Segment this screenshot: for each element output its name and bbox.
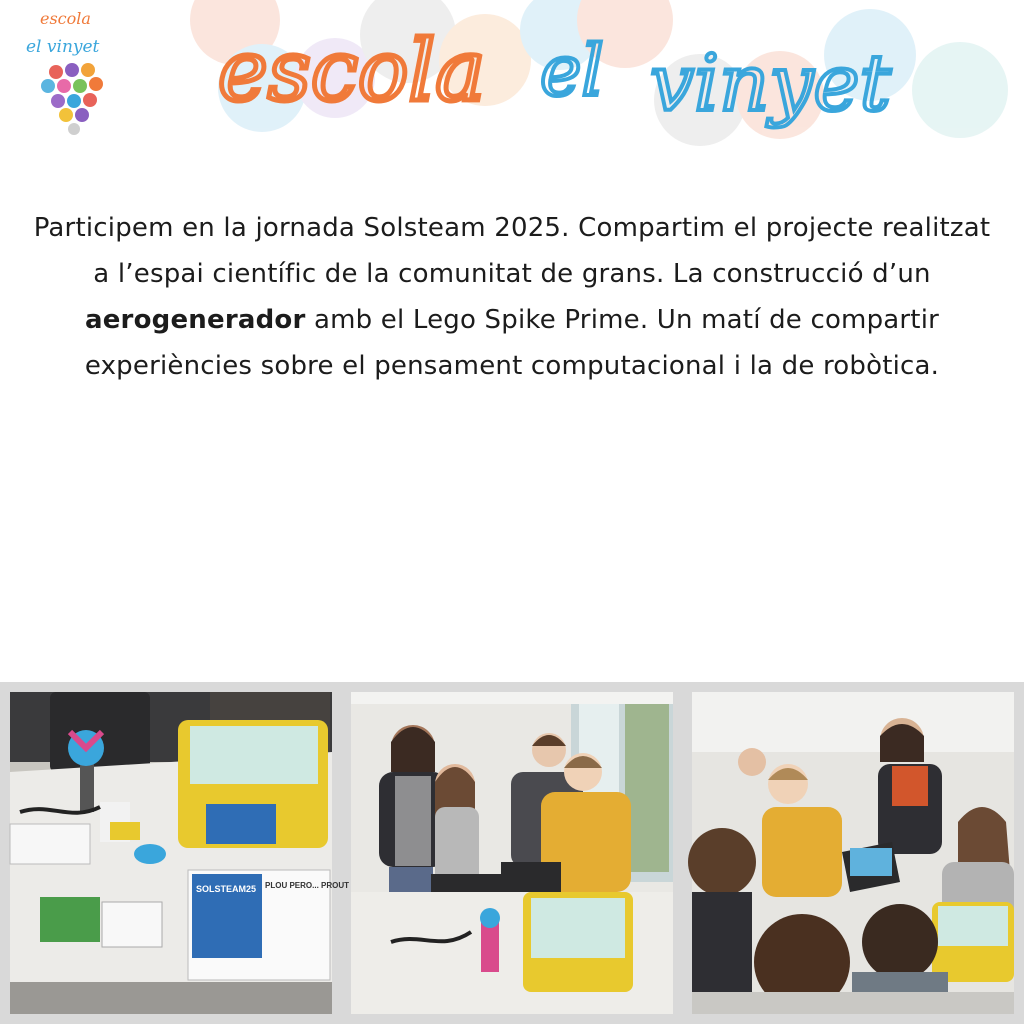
svg-text:el: el: [540, 30, 604, 112]
intro-bold-word: aerogenerador: [84, 305, 306, 335]
photo-lego-windmill: [10, 692, 350, 1014]
photo-gallery: [0, 682, 1024, 1024]
wordmark: [0, 0, 1024, 150]
svg-text:el vinyet: el vinyet: [26, 37, 100, 57]
svg-text:escola: escola: [218, 22, 486, 120]
photo-students-laptops: [692, 692, 1014, 1014]
intro-text-part2: amb el Lego Spike Prime. Un matí de compartir experiències sobre el pensament computacional i la de robòtica.: [84, 305, 940, 381]
photo-students-posing: [351, 692, 673, 1014]
svg-text:vinyet: vinyet: [650, 39, 891, 129]
intro-text-part1: Participem en la jornada Solsteam 2025. Compartim el projecte realitzat a l’espai científic de la comunitat de grans. La construcció d’un: [33, 213, 991, 289]
svg-text:escola: escola: [40, 9, 91, 28]
header-banner: [0, 0, 1024, 150]
sign-title: SOLSTEAM25: [196, 884, 257, 894]
intro-paragraph: [30, 205, 994, 389]
sign-text: PLOU PERO... PROUT: [265, 881, 350, 890]
